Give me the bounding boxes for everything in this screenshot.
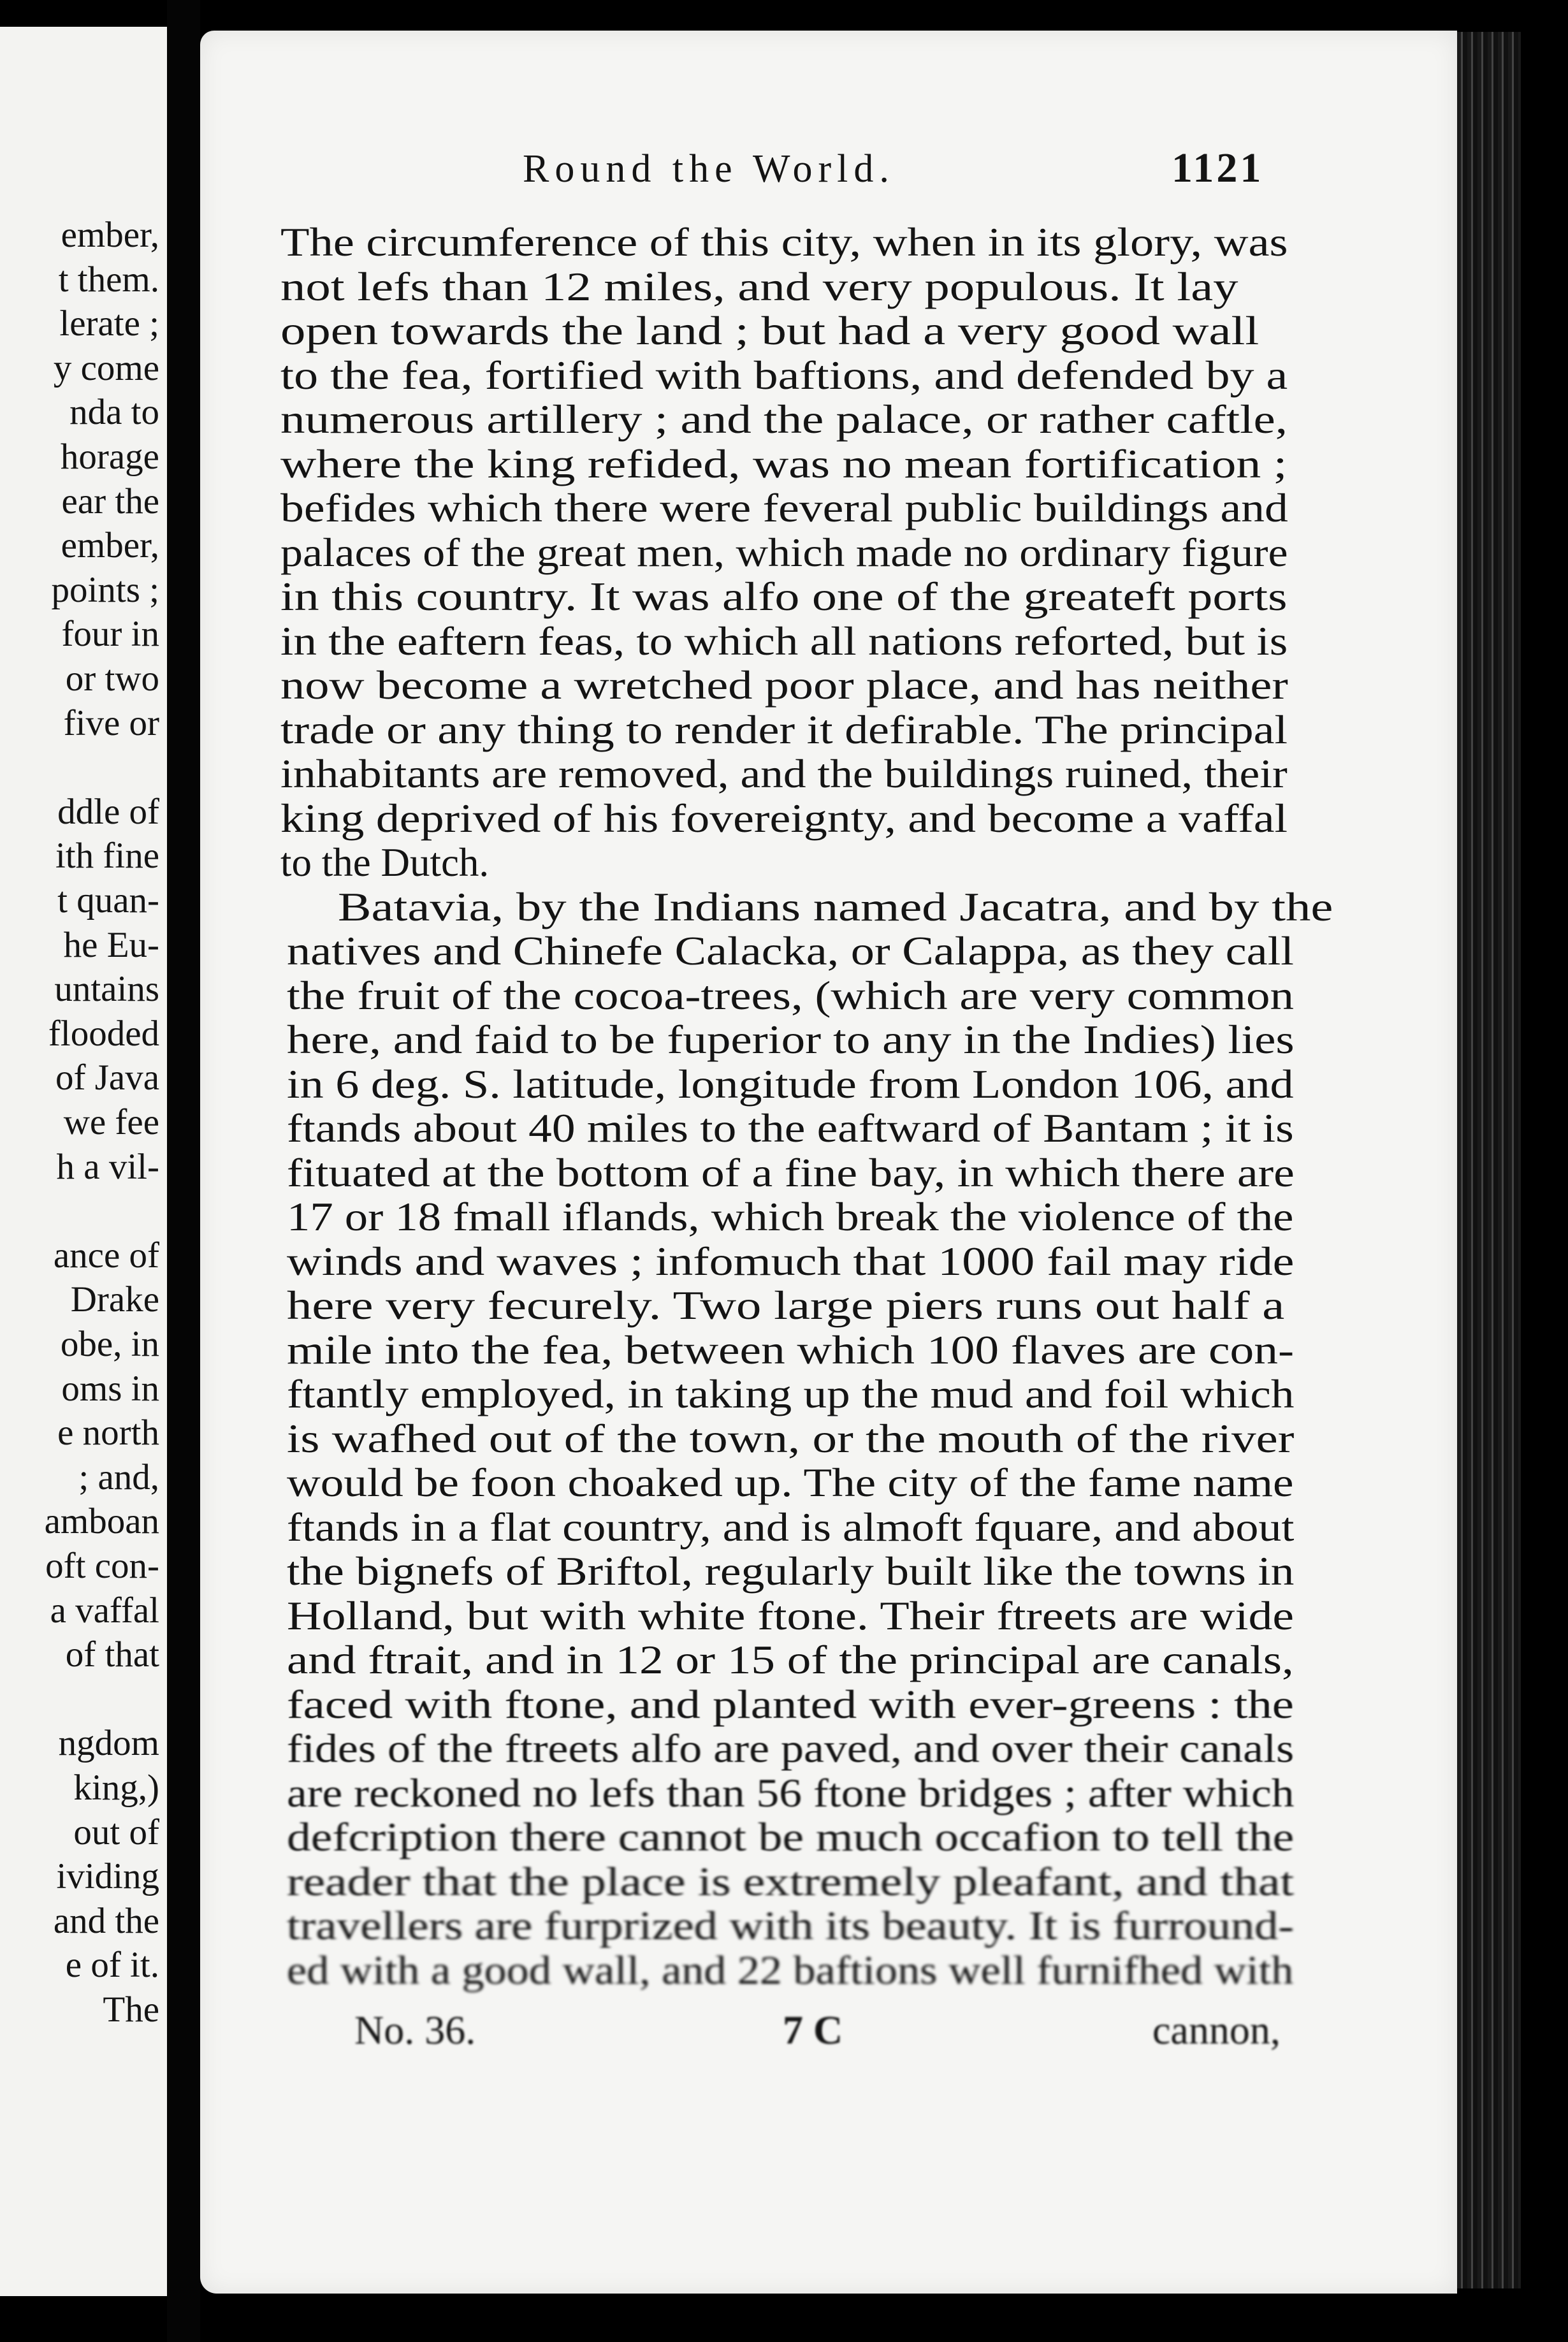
body-line: would be foon choaked up. The city of the fame name [287,1460,1294,1505]
body-line: befides which there were feveral public buildings and [280,486,1288,530]
previous-page-line: lerate ; [59,303,159,344]
body-line: to the fea, fortified with baftions, and defended by a [280,353,1288,398]
body-line: ed with a good wall, and 22 baftions well furnifhed with [287,1947,1294,1993]
signature-mark: 7 C [783,2007,843,2053]
body-line: are reckoned no lefs than 56 ftone bridges ; after which [287,1770,1295,1815]
previous-page-line: flooded [48,1013,159,1054]
previous-page-line: of that [65,1634,159,1675]
previous-page-line: ngdom [58,1723,159,1764]
previous-page-line: e north [57,1413,159,1453]
previous-page-line: and the [53,1900,159,1941]
body-line: fides of the ftreets alfo are paved, and over their canals [287,1726,1295,1771]
body-line: defcription there cannot be much occafion to tell the [287,1815,1295,1859]
body-line: where the king refided, was no mean fortification ; [280,441,1288,486]
previous-page-line: Drake [70,1279,159,1320]
previous-page-line: ance of [53,1235,159,1276]
previous-page-line: four in [61,614,159,655]
previous-page-line: t them. [58,259,159,300]
previous-page-fragment [0,27,167,2296]
previous-page-line: we fee [63,1102,159,1142]
previous-page-line: nda to [69,392,159,433]
page-number: 1121 [1172,145,1264,191]
body-line: Holland, but with white ftone. Their ftreets are wide [287,1593,1294,1638]
body-line: in 6 deg. S. latitude, longitude from London 106, and [287,1061,1294,1107]
previous-page-line: a vaffal [50,1590,159,1631]
previous-page-line: ith fine [55,836,159,876]
body-line: fituated at the bottom of a fine bay, in which there are [287,1150,1295,1195]
body-line: not lefs than 12 miles, and very populous. It lay [280,264,1238,309]
body-line: in this country. It was alfo one of the greateft ports [280,574,1288,619]
body-line: ftantly employed, in taking up the mud and foil which [287,1372,1295,1416]
body-line: inhabitants are removed, and the buildings ruined, their [280,752,1288,796]
body-line: reader that the place is extremely pleafant, and that [287,1859,1295,1904]
body-line: travellers are furprized with its beauty. It is furround- [287,1903,1294,1948]
previous-page-line: amboan [44,1501,159,1542]
previous-page-line: t quan- [57,880,159,920]
body-line: now become a wretched poor place, and has neither [280,663,1288,708]
previous-page-line: ear the [61,481,159,521]
body-line: ftands about 40 miles to the eaftward of Bantam ; it is [287,1106,1294,1151]
body-line: natives and Chinefe Calacka, or Calappa, as they call [287,929,1294,973]
issue-number: No. 36. [354,2007,476,2053]
previous-page-line: he Eu- [63,924,159,965]
body-line: palaces of the great men, which made no ordinary figure [280,530,1288,575]
previous-page-line: y come [53,347,159,388]
body-line: king deprived of his fovereignty, and become a vaffal [280,796,1288,841]
body-line: here, and faid to be fuperior to any in the Indies) lies [287,1017,1295,1062]
book-gutter [167,0,200,2342]
body-line: here very fecurely. Two large piers runs out half a [287,1283,1285,1328]
body-line: mile into the fea, between which 100 flaves are con- [287,1327,1295,1372]
body-line: numerous artillery ; and the palace, or rather caftle, [280,397,1288,442]
previous-page-line: ividing [56,1856,159,1897]
body-line: ftands in a flat country, and is almoft fquare, and about [287,1504,1295,1550]
body-line: to the Dutch. [280,840,490,885]
body-line: trade or any thing to render it defirable. The principal [280,707,1288,752]
previous-page-line: horage [60,437,159,477]
body-line: the fruit of the cocoa-trees, (which are very common [287,973,1294,1018]
running-head: Round the World. [523,147,895,191]
previous-page-line: ; and, [78,1457,159,1497]
previous-page-line: ember, [61,525,159,566]
previous-page-line: oft con- [45,1546,159,1586]
previous-page-line: The [103,1989,159,2030]
previous-page-line: five or [63,702,159,743]
page-edges [1457,32,1521,2288]
previous-page-line: king,) [73,1768,159,1808]
previous-page-line: untains [54,969,159,1010]
body-line: and ftrait, and in 12 or 15 of the principal are canals, [287,1638,1294,1682]
previous-page-line: oms in [61,1368,159,1409]
body-line: the bignefs of Briftol, regularly built like the towns in [287,1549,1295,1594]
body-line: is wafhed out of the town, or the mouth of the river [287,1416,1295,1461]
previous-page-line: h a vil- [56,1146,159,1187]
previous-page-line: ddle of [57,791,159,832]
previous-page-line: or two [65,658,159,699]
previous-page-line: out of [73,1812,159,1852]
body-line: open towards the land ; but had a very good wall [280,309,1259,353]
previous-page-line: of Java [55,1058,159,1098]
previous-page-line: ember, [61,215,159,255]
previous-page-line: e of it. [65,1945,159,1986]
body-line: in the eaftern feas, to which all nations reforted, but is [280,618,1288,664]
catchword: cannon, [1152,2007,1281,2053]
body-line: Batavia, by the Indians named Jacatra, and by the [338,884,1333,929]
body-line: 17 or 18 fmall iflands, which break the violence of the [287,1195,1294,1239]
previous-page-line: obe, in [60,1324,159,1364]
body-line: winds and waves ; infomuch that 1000 fail may ride [287,1239,1295,1284]
previous-page-line: points ; [51,569,159,610]
body-line: faced with ftone, and planted with ever-greens : the [287,1682,1294,1727]
body-line: The circumference of this city, when in its glory, was [280,220,1288,265]
